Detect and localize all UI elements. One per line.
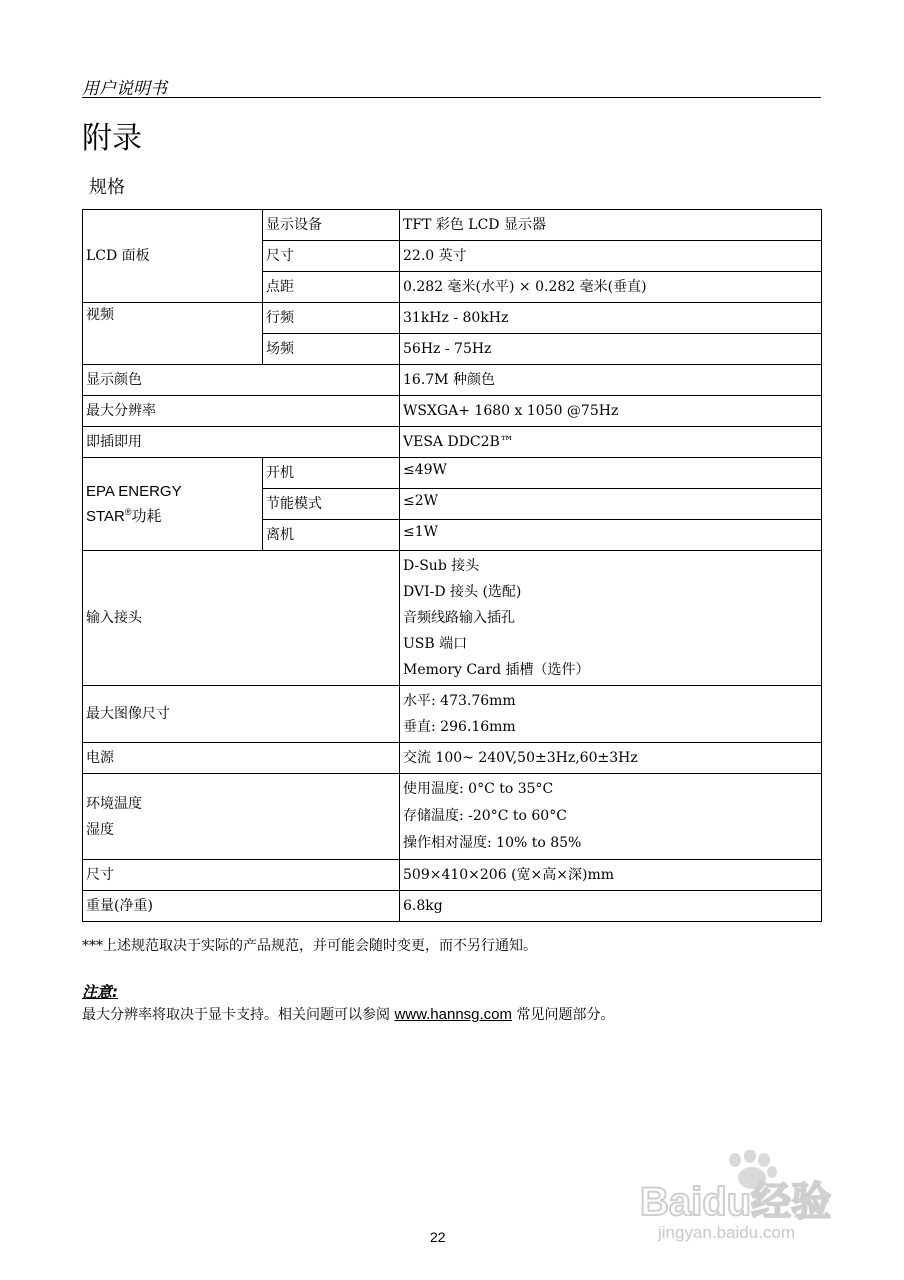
video-label: 视频 (83, 303, 263, 365)
max-resolution-label: 最大分辨率 (83, 396, 400, 427)
note-text-after: 常见问题部分。 (512, 1007, 615, 1023)
env-temp-label: 环境温度 (86, 795, 142, 812)
h-freq-value: 31kHz - 80kHz (400, 303, 822, 334)
plug-and-play-value: VESA DDC2B™ (400, 427, 822, 458)
page-title: 附录 (82, 121, 142, 156)
environment-values (400, 774, 822, 860)
power-off-label: 离机 (263, 520, 400, 551)
list-item: 操作相对湿度: 10% to 85% (403, 835, 582, 851)
note-title: 注意: (82, 983, 118, 1001)
watermark-brand: Baidu经验 (640, 1180, 832, 1224)
running-header: 用户说明书 (82, 79, 167, 99)
panel-size-value: 22.0 英寸 (400, 241, 822, 272)
display-device-label: 显示设备 (263, 210, 400, 241)
v-freq-value: 56Hz - 75Hz (400, 334, 822, 365)
watermark-url: jingyan.baidu.com (658, 1223, 796, 1242)
h-freq-label: 行频 (263, 303, 400, 334)
power-consumption-text: 功耗 (131, 507, 162, 525)
power-on-value: ≤49W (400, 458, 822, 489)
display-colors-value: 16.7M 种颜色 (400, 365, 822, 396)
power-off-value: ≤1W (400, 520, 822, 551)
spec-table (82, 209, 822, 922)
weight-value: 6.8kg (400, 891, 822, 922)
energy-star-line2 (86, 502, 259, 527)
input-connectors-values (400, 551, 822, 686)
table-row (83, 458, 822, 489)
page-number: 22 (430, 1229, 446, 1245)
footnote: ***上述规范取决于实际的产品规范，并可能会随时变更，而不另行通知。 (82, 938, 537, 954)
v-freq-label: 场频 (263, 334, 400, 365)
power-saving-value: ≤2W (400, 489, 822, 520)
list-item: DVI-D 接头 (选配) (403, 584, 522, 600)
list-item: 垂直: 296.16mm (403, 719, 516, 735)
dot-pitch-label: 点距 (263, 272, 400, 303)
list-item: USB 端口 (403, 636, 468, 652)
max-image-size-label: 最大图像尺寸 (83, 686, 400, 743)
table-row (83, 365, 822, 396)
registered-mark: ® (124, 506, 132, 517)
list-item: 存储温度: -20°C to 60°C (403, 808, 567, 824)
table-row (83, 427, 822, 458)
note-text-before: 最大分辨率将取决于显卡支持。相关问题可以参阅 (82, 1007, 395, 1023)
baidu-watermark (640, 1150, 870, 1245)
energy-star-line1: EPA ENERGY (86, 482, 182, 500)
power-consumption-label (83, 458, 263, 551)
table-row (83, 686, 822, 743)
power-saving-label: 节能模式 (263, 489, 400, 520)
list-item: 水平: 473.76mm (403, 693, 516, 709)
list-item: 音频线路输入插孔 (403, 610, 515, 626)
dimensions-label: 尺寸 (83, 860, 400, 891)
table-row (83, 860, 822, 891)
plug-and-play-label: 即插即用 (83, 427, 400, 458)
panel-size-label: 尺寸 (263, 241, 400, 272)
max-resolution-value: WSXGA+ 1680 x 1050 @75Hz (400, 396, 822, 427)
env-humidity-label: 湿度 (86, 821, 114, 838)
power-source-value: 交流 100~ 240V,50±3Hz,60±3Hz (400, 743, 822, 774)
list-item: Memory Card 插槽（选件） (403, 662, 590, 678)
power-source-label: 电源 (83, 743, 400, 774)
display-device-value: TFT 彩色 LCD 显示器 (400, 210, 822, 241)
display-colors-label: 显示颜色 (83, 365, 400, 396)
energy-star-text: STAR (86, 507, 125, 525)
header-divider (82, 97, 821, 98)
table-row (83, 210, 822, 241)
max-image-size-values (400, 686, 822, 743)
table-row (83, 551, 822, 686)
hannsg-link[interactable]: www.hannsg.com (394, 1006, 513, 1023)
table-row (83, 396, 822, 427)
weight-label: 重量(净重) (83, 891, 400, 922)
table-row (83, 891, 822, 922)
power-on-label: 开机 (263, 458, 400, 489)
input-connectors-label: 输入接头 (83, 551, 400, 686)
note-body (82, 1004, 614, 1024)
environment-label (83, 774, 400, 860)
dimensions-value: 509×410×206 (宽×高×深)mm (400, 860, 822, 891)
list-item: 使用温度: 0°C to 35°C (403, 781, 554, 797)
table-row (83, 303, 822, 334)
table-row (83, 774, 822, 860)
dot-pitch-value: 0.282 毫米(水平) × 0.282 毫米(垂直) (400, 272, 822, 303)
list-item: D-Sub 接头 (403, 558, 480, 574)
section-title: 规格 (89, 177, 125, 198)
table-row (83, 743, 822, 774)
lcd-panel-label: LCD 面板 (83, 210, 263, 303)
